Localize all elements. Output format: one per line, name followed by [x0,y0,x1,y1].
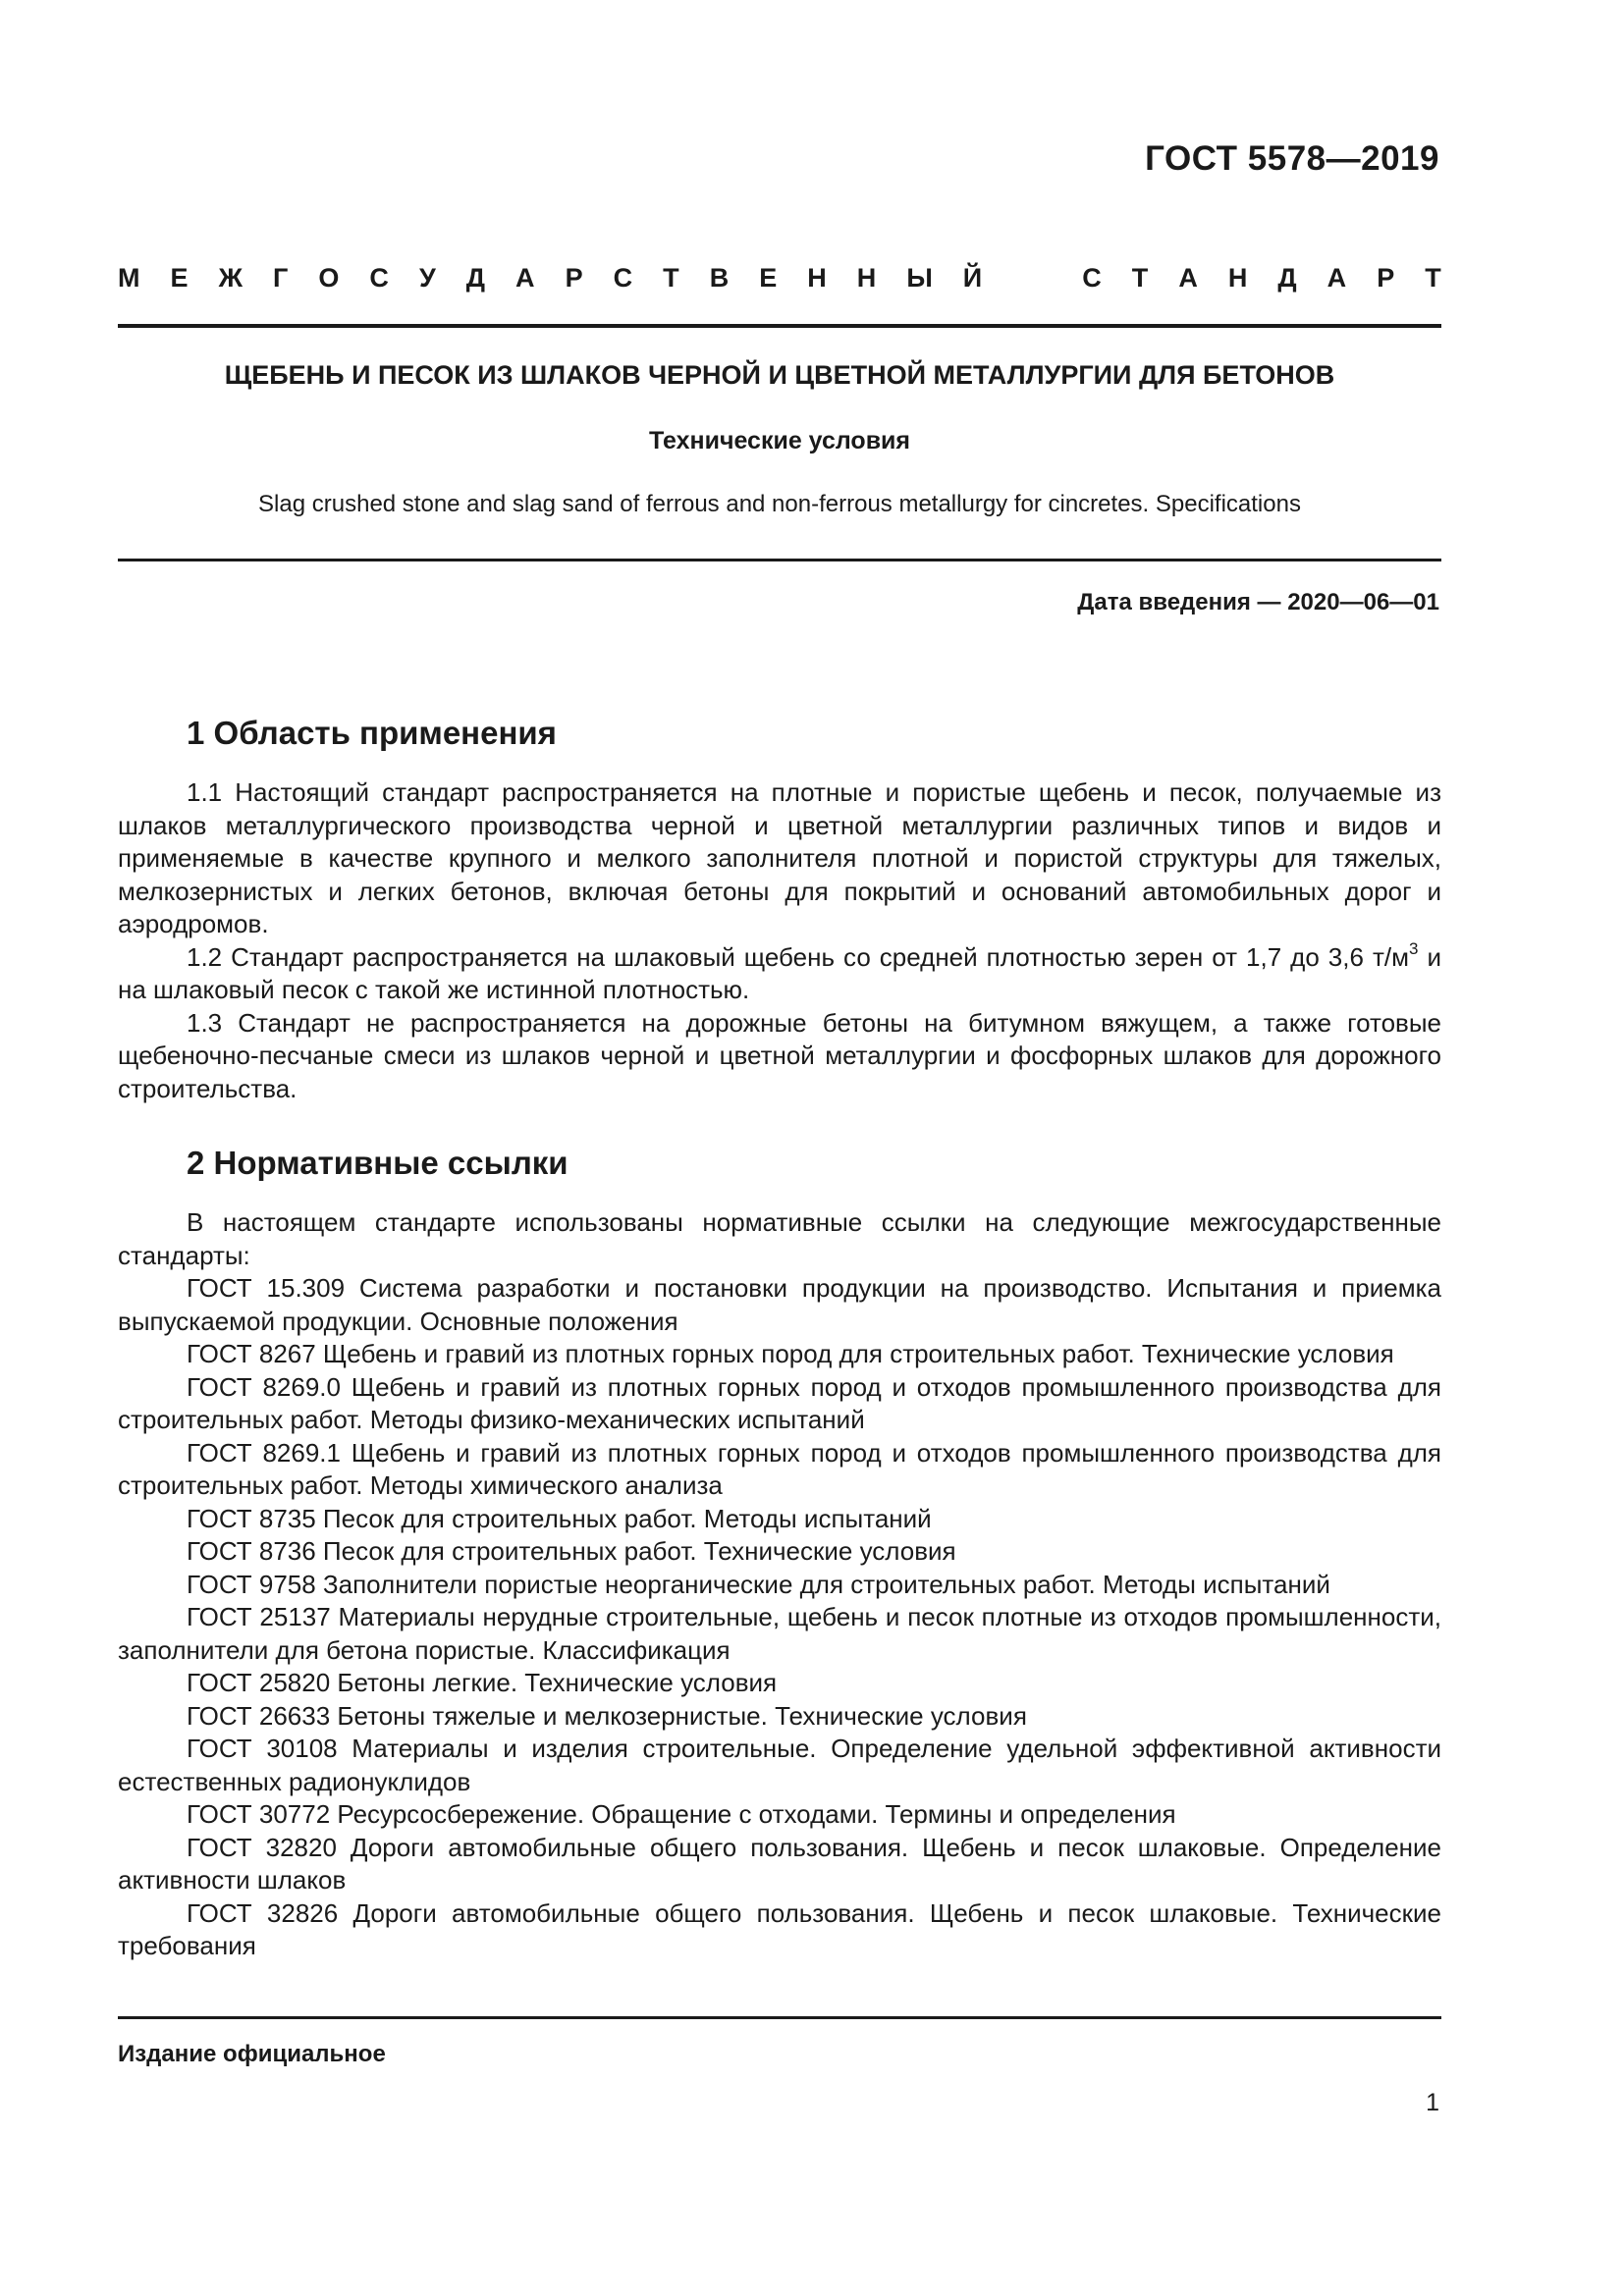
reference-item: ГОСТ 25820 Бетоны легкие. Технические условия [187,1668,778,1697]
document-title: ЩЕБЕНЬ И ПЕСОК ИЗ ШЛАКОВ ЧЕРНОЙ И ЦВЕТНОЙ МЕТАЛЛУРГИИ ДЛЯ БЕТОНОВ [224,360,1335,390]
category-letter: М [118,263,140,293]
category-letter: Ы [906,263,933,293]
category-letter: Ж [218,263,243,293]
reference-item: ГОСТ 32826 Дороги автомобильные общего пользования. Щебень и песок шлаковые. Технические требования [118,1897,1441,1960]
reference-item: ГОСТ 15.309 Система разработки и постановки продукции на производство. Испытания и приемка выпускаемой продукции. Основные положения [118,1273,1441,1336]
category-word-gap [1012,263,1052,294]
reference-item: ГОСТ 25137 Материалы нерудные строительные, щебень и песок плотные из отходов промышленности, заполнители для бетона пористые. Классификация [118,1602,1441,1665]
category-letter: С [369,263,389,293]
category-letter: У [418,263,436,293]
english-title: Slag crushed stone and slag sand of ferrous and non-ferrous metallurgy for cincretes. Specifications [258,491,1301,517]
category-letter: В [709,263,730,293]
category-letter: Г [273,263,289,293]
reference-item: ГОСТ 8735 Песок для строительных работ. Методы испытаний [187,1503,932,1533]
title-rule [118,559,1441,561]
category-letter: Д [1277,263,1297,293]
category-letter: Д [465,263,486,293]
reference-list [118,1272,1441,1963]
category-letter: Р [1377,263,1395,293]
official-edition-label: Издание официальное [118,2041,386,2067]
category-letter: Н [856,263,877,293]
section-2-heading: 2 Нормативные ссылки [187,1145,568,1181]
section-1-body [118,776,1441,1105]
section-2-body [118,1206,1441,1963]
reference-item: ГОСТ 30772 Ресурсосбережение. Обращение с отходами. Термины и определения [187,1799,1176,1829]
category-letter: А [1326,263,1347,293]
reference-item: ГОСТ 8269.1 Щебень и гравий из плотных горных пород и отходов промышленного производства для строительных работ. Методы химического анализа [118,1437,1441,1500]
page-number: 1 [1426,2089,1439,2116]
paragraph-1-2-text: 1.2 Стандарт распространяется на шлаковый щебень со средней плотностью зерен от 1,7 до 3,6 т/м [187,941,1409,972]
category-letter: С [613,263,633,293]
category-letter: А [515,263,535,293]
superscript: 3 [1408,938,1419,958]
paragraph-1-2 [118,938,1441,1007]
reference-item: ГОСТ 8736 Песок для строительных работ. Технические условия [187,1536,956,1566]
category-letter: А [1178,263,1198,293]
category-letter: Й [962,263,983,293]
effective-date: Дата введения — 2020—06—01 [1077,589,1439,615]
paragraph-1-1: 1.1 Настоящий стандарт распространяется на плотные и пористые щебень и песок, получаемые из шлаков металлургического производства черной и цветной металлургии различных типов и видов и применяемые в качестве крупного и мелкого заполнителя плотной и пористой структуры для тяжелых, мелкозернистых и легких бетонов, включая бетоны для покрытий и оснований автомобильных дорог и аэродромов. [118,777,1441,938]
category-letter: О [318,263,340,293]
document-number: ГОСТ 5578—2019 [1145,139,1439,178]
reference-item: ГОСТ 32820 Дороги автомобильные общего пользования. Щебень и песок шлаковые. Определение активности шлаков [118,1832,1441,1895]
category-letter: Т [1131,263,1149,293]
document-subtitle: Технические условия [648,427,911,454]
section-1-heading: 1 Область применения [187,715,557,751]
category-letter: Т [1425,263,1441,293]
standard-category [118,263,1441,294]
reference-item: ГОСТ 30108 Материалы и изделия строительные. Определение удельной эффективной активности естественных радионуклидов [118,1734,1441,1796]
category-letter: С [1082,263,1102,293]
paragraph-1-2-tail: и на шлаковый песок с такой же истинной плотностью. [118,941,1441,1004]
top-rule [118,324,1441,328]
category-letter: Т [663,263,679,293]
section-2-intro: В настоящем стандарте использованы нормативные ссылки на следующие межгосударственные стандарты: [118,1207,1441,1270]
category-letter: Н [1227,263,1248,293]
reference-item: ГОСТ 8269.0 Щебень и гравий из плотных горных пород и отходов промышленного производства для строительных работ. Методы физико-механических испытаний [118,1371,1441,1434]
category-letter: Е [170,263,189,293]
reference-item: ГОСТ 9758 Заполнители пористые неорганические для строительных работ. Методы испытаний [187,1569,1330,1599]
paragraph-1-3: 1.3 Стандарт не распространяется на дорожные бетоны на битумном вяжущем, а также готовые щебеночно-песчаные смеси из шлаков черной и цветной металлургии и фосфорных шлаков для дорожного строительства. [118,1007,1441,1103]
category-letter: Е [759,263,778,293]
reference-item: ГОСТ 26633 Бетоны тяжелые и мелкозернистые. Технические условия [187,1700,1027,1731]
category-letter: Н [807,263,827,293]
footer-rule [118,2016,1441,2019]
reference-item: ГОСТ 8267 Щебень и гравий из плотных горных пород для строительных работ. Технические условия [187,1339,1394,1368]
category-letter: Р [565,263,583,293]
